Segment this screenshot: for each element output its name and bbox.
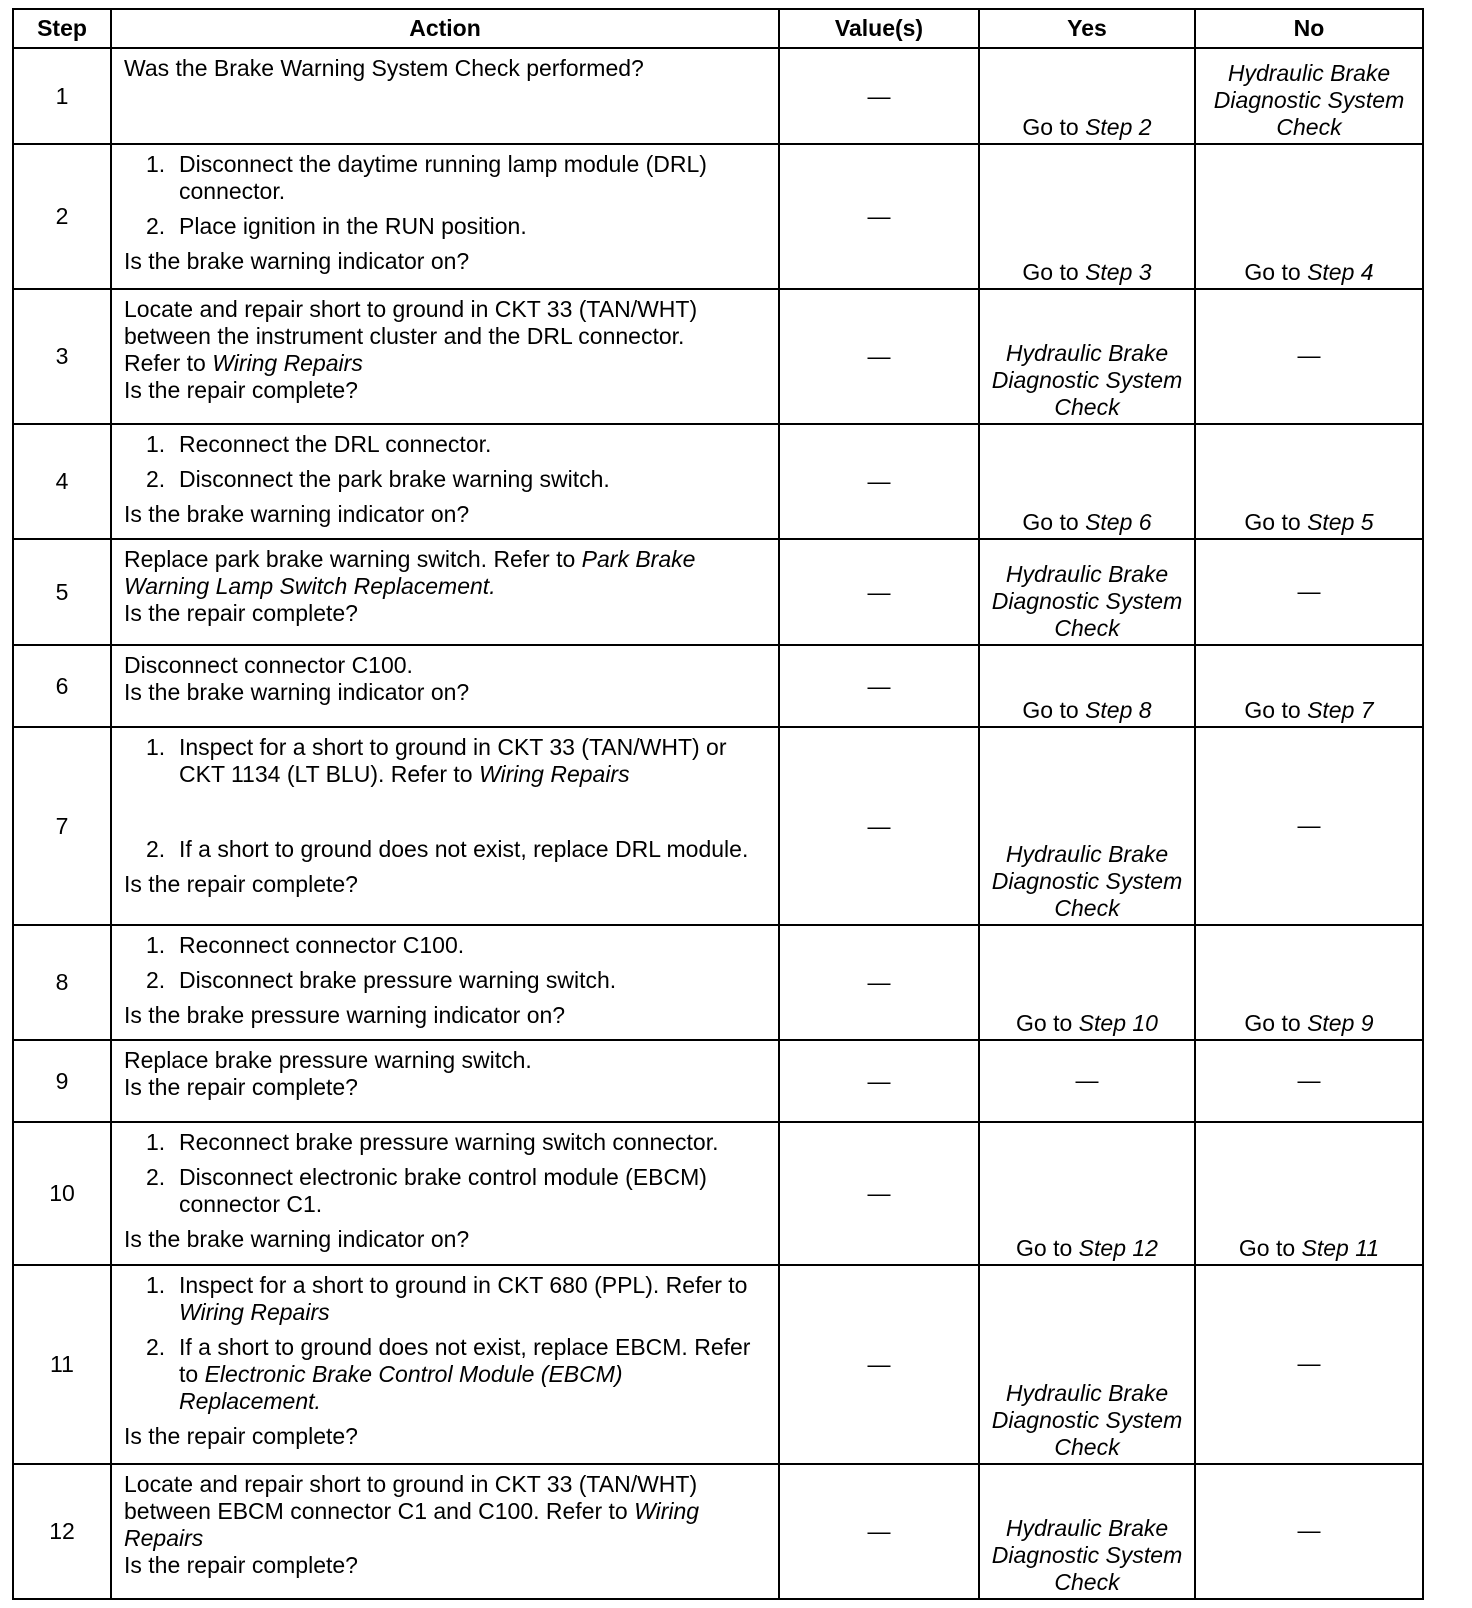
reference-link: Electronic Brake Control Module (EBCM) Replacement. [179,1361,623,1415]
reference-link: Wiring Repairs [179,1299,330,1326]
header-no: No [1195,9,1423,48]
action-text-body: Locate and repair short to ground in CKT 33 (TAN/WHT) between EBCM connector C1 and C100. Refer to [124,1471,698,1525]
action-text [124,55,770,82]
header-row [13,9,1423,48]
no-link: Step 9 [1307,1010,1374,1037]
diagnostic-table [12,8,1424,1600]
list-number: 2. [146,213,166,240]
action-question: Is the brake warning indicator on? [124,248,470,275]
value-cell: — [779,925,979,1040]
step-number: 3 [13,289,111,425]
yes-cell [979,925,1195,1040]
no-prefix: — [1297,577,1321,604]
header-values: Value(s) [779,9,979,48]
yes-link: Step 2 [1085,114,1152,141]
action-cell [111,289,779,425]
reference-link: Wiring Repairs [212,349,363,376]
list-number: 1. [146,151,166,178]
no-cell [1195,1265,1423,1464]
list-text: Inspect for a short to ground in CKT 680 (PPL). Refer to [179,1272,748,1299]
yes-link: Hydraulic Brake Diagnostic System Check [991,561,1183,642]
action-cell [111,1040,779,1122]
list-number: 2. [146,836,166,863]
list-text: If a short to ground does not exist, replace EBCM. Refer to [179,1334,751,1388]
action-list-item [124,734,770,788]
action-text [124,1047,770,1074]
yes-prefix: Go to [1022,114,1086,141]
yes-cell [979,289,1195,425]
yes-prefix: — [1075,1066,1099,1093]
action-text-body: Was the Brake Warning System Check performed? [124,55,644,81]
yes-cell [979,144,1195,288]
list-number: 2. [146,1334,166,1361]
header-step: Step [13,9,111,48]
list-number: 1. [146,431,166,458]
no-prefix: Go to [1244,1010,1308,1037]
action-cell [111,645,779,727]
yes-cell [979,727,1195,925]
list-text: If a short to ground does not exist, replace DRL module. [179,836,749,863]
spacer [124,796,770,836]
table-row [13,424,1423,539]
action-list-item [124,836,770,863]
yes-link: Hydraulic Brake Diagnostic System Check [991,1380,1183,1461]
action-question: Is the brake warning indicator on? [124,1226,470,1253]
action-text-body: Replace brake pressure warning switch. [124,1047,532,1074]
no-cell [1195,1122,1423,1265]
action-list-item [124,1272,770,1326]
table-row [13,645,1423,727]
action-list-item [124,1129,770,1156]
action-question: Is the repair complete? [124,1552,358,1579]
action-cell [111,925,779,1040]
yes-link: Step 10 [1078,1010,1158,1037]
action-list-item [124,932,770,959]
action-list-item [124,466,770,493]
value-cell: — [779,289,979,425]
no-link: Step 7 [1307,697,1374,724]
yes-cell [979,645,1195,727]
reference-link: Wiring Repairs [478,761,630,788]
list-text: Inspect for a short to ground in CKT 33 (TAN/WHT) or CKT 1134 (LT BLU). Refer to [179,734,727,788]
step-number: 1 [13,48,111,144]
list-text: Place ignition in the RUN position. [179,213,527,240]
value-cell: — [779,1265,979,1464]
yes-prefix: Go to [1022,509,1086,536]
action-text [124,1471,770,1552]
no-cell [1195,645,1423,727]
action-list-item [124,1334,770,1415]
no-link: Hydraulic Brake Diagnostic System Check [1213,60,1405,141]
no-cell [1195,727,1423,925]
list-text: Disconnect electronic brake control module (EBCM) connector C1. [179,1164,707,1218]
action-question: Is the repair complete? [124,1074,358,1101]
no-cell [1195,424,1423,539]
action-cell [111,1265,779,1464]
yes-link: Hydraulic Brake Diagnostic System Check [991,1515,1183,1595]
yes-cell [979,1040,1195,1122]
table-row [13,144,1423,288]
action-question: Is the repair complete? [124,1423,358,1450]
yes-link: Hydraulic Brake Diagnostic System Check [991,841,1183,922]
action-text-body: Disconnect connector C100. [124,652,413,679]
action-cell [111,144,779,288]
table-row [13,727,1423,925]
action-question: Is the brake warning indicator on? [124,501,470,528]
step-number: 11 [13,1265,111,1464]
action-cell [111,424,779,539]
list-text: Disconnect the daytime running lamp module (DRL) connector. [179,151,707,205]
yes-link: Step 12 [1078,1235,1158,1262]
value-cell: — [779,1464,979,1599]
list-number: 1. [146,734,166,761]
no-link: Step 5 [1307,509,1374,536]
no-cell [1195,925,1423,1040]
list-text: Disconnect brake pressure warning switch. [179,967,617,994]
yes-prefix: Go to [1022,258,1086,285]
value-cell: — [779,727,979,925]
table-body [13,48,1423,1599]
action-cell [111,539,779,645]
table-row [13,1265,1423,1464]
no-prefix: — [1297,1066,1321,1093]
no-link: Step 11 [1301,1235,1380,1262]
no-prefix: — [1297,1350,1321,1377]
no-prefix: — [1297,1517,1321,1544]
value-cell: — [779,539,979,645]
table-row [13,539,1423,645]
yes-link: Hydraulic Brake Diagnostic System Check [991,340,1183,421]
step-number: 8 [13,925,111,1040]
action-question: Is the repair complete? [124,871,358,898]
action-cell [111,1122,779,1265]
value-cell: — [779,1040,979,1122]
reference-link: Wiring Repairs [124,1498,700,1552]
value-cell: — [779,424,979,539]
yes-prefix: Go to [1016,1235,1079,1262]
action-list-item [124,431,770,458]
no-prefix: — [1297,811,1321,838]
list-number: 1. [146,932,166,959]
yes-link: Step 6 [1085,509,1152,536]
reference-link: Park Brake Warning Lamp Switch Replacement. [124,546,696,600]
action-text-body: Replace park brake warning switch. Refer to [124,546,582,573]
action-text [124,546,770,600]
no-prefix: Go to [1244,258,1308,285]
list-text: Reconnect connector C100. [179,932,465,959]
step-number: 9 [13,1040,111,1122]
action-list-item [124,1164,770,1218]
table-row [13,1040,1423,1122]
action-list-item [124,967,770,994]
action-cell [111,48,779,144]
list-text: Disconnect the park brake warning switch. [179,466,610,493]
step-number: 7 [13,727,111,925]
action-cell [111,1464,779,1599]
value-cell: — [779,1122,979,1265]
header-action: Action [111,9,779,48]
table-row [13,925,1423,1040]
no-prefix: Go to [1244,697,1308,724]
action-text [124,296,770,350]
yes-cell [979,424,1195,539]
list-number: 2. [146,466,166,493]
table-row [13,1122,1423,1265]
no-cell [1195,1464,1423,1599]
table-row [13,48,1423,144]
table-row [13,1464,1423,1599]
action-list-item [124,151,770,205]
value-cell: — [779,144,979,288]
action-question: Is the brake pressure warning indicator on? [124,1002,566,1029]
list-number: 1. [146,1272,166,1299]
action-refer [124,350,770,377]
no-cell [1195,289,1423,425]
action-cell [111,727,779,925]
yes-prefix: Go to [1022,697,1086,724]
action-list-item [124,213,770,240]
action-text [124,652,770,679]
yes-cell [979,1265,1195,1464]
table-row [13,289,1423,425]
no-link: Step 4 [1307,258,1374,285]
step-number: 6 [13,645,111,727]
refer-prefix: Refer to [124,349,213,376]
yes-link: Step 3 [1085,258,1152,285]
no-cell [1195,48,1423,144]
no-cell [1195,539,1423,645]
yes-cell [979,1464,1195,1599]
no-prefix: — [1297,341,1321,368]
no-prefix: Go to [1238,1235,1302,1262]
value-cell: — [779,645,979,727]
yes-link: Step 8 [1085,697,1152,724]
header-yes: Yes [979,9,1195,48]
no-cell [1195,1040,1423,1122]
step-number: 4 [13,424,111,539]
list-number: 2. [146,1164,166,1191]
step-number: 10 [13,1122,111,1265]
step-number: 2 [13,144,111,288]
step-number: 5 [13,539,111,645]
list-number: 2. [146,967,166,994]
no-cell [1195,144,1423,288]
list-text: Reconnect brake pressure warning switch connector. [179,1129,719,1156]
yes-cell [979,1122,1195,1265]
step-number: 12 [13,1464,111,1599]
action-text-body: Locate and repair short to ground in CKT 33 (TAN/WHT) between the instrument cluster and the DRL connector. [124,295,698,349]
value-cell: — [779,48,979,144]
yes-cell [979,539,1195,645]
yes-prefix: Go to [1016,1010,1079,1037]
yes-cell [979,48,1195,144]
list-number: 1. [146,1129,166,1156]
action-question: Is the repair complete? [124,376,358,403]
action-question: Is the brake warning indicator on? [124,679,470,706]
list-text: Reconnect the DRL connector. [179,431,492,458]
action-question: Is the repair complete? [124,600,358,627]
no-prefix: Go to [1244,509,1308,536]
